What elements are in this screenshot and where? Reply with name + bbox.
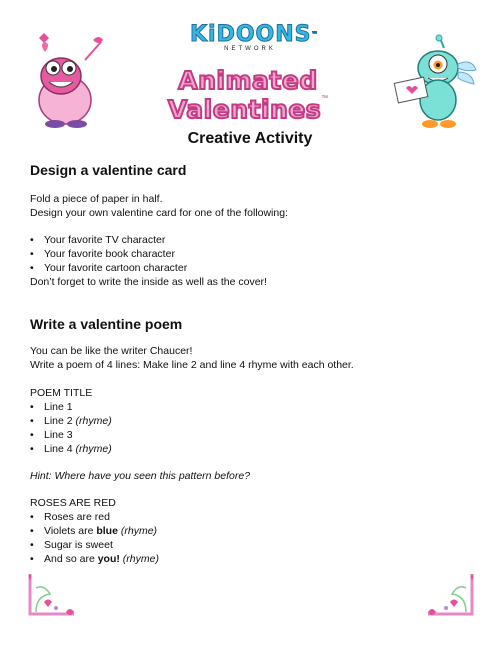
card-closing-note: Don’t forget to write the inside as well as the cover! — [30, 276, 267, 288]
poem-instruction-1: You can be like the writer Chaucer! — [30, 345, 193, 357]
list-item: • Violets are blue (rhyme) — [30, 524, 159, 538]
list-item: • Line 1 — [30, 400, 112, 414]
teal-monster-mascot-icon — [392, 34, 477, 130]
list-item: • Your favorite book character — [30, 247, 267, 261]
poem-example — [30, 496, 159, 566]
kidoons-logo — [190, 22, 319, 52]
list-item: • Your favorite TV character — [30, 233, 267, 247]
card-instruction-2: Design your own valentine card for one of the following: — [30, 207, 288, 219]
page-title: Creative Activity — [187, 130, 313, 147]
pink-monster-mascot-icon — [25, 30, 107, 130]
brand-logo-text: KiDOONS — [190, 22, 312, 47]
banner-tm: ™ — [321, 95, 329, 102]
list-item: • Your favorite cartoon character — [30, 261, 267, 275]
card-section-body — [30, 192, 288, 220]
card-instruction-1: Fold a piece of paper in half. — [30, 193, 163, 205]
brand-tm: ™ — [311, 31, 319, 38]
card-options-list — [30, 233, 267, 289]
poem-section-heading: Write a valentine poem — [30, 316, 183, 332]
list-item: • Sugar is sweet — [30, 538, 159, 552]
banner-title: Animated Valentines — [167, 66, 322, 124]
card-section-heading: Design a valentine card — [30, 162, 187, 178]
poem-template — [30, 386, 112, 456]
poem-hint: Hint: Where have you seen this pattern before? — [30, 470, 251, 482]
brand-network-text: NETWORK — [224, 46, 276, 52]
animated-valentines-banner — [108, 66, 388, 124]
list-item: • Roses are red — [30, 510, 159, 524]
poem-instruction-2: Write a poem of 4 lines: Make line 2 and line 4 rhyme with each other. — [30, 359, 354, 371]
left-heart-corner-icon — [26, 572, 78, 620]
poem-section-body — [30, 344, 354, 372]
list-item: • Line 4 (rhyme) — [30, 442, 112, 456]
right-heart-corner-icon — [424, 572, 476, 620]
poem-example-title: ROSES ARE RED — [30, 497, 116, 509]
poem-template-title: POEM TITLE — [30, 387, 93, 399]
list-item: • Line 2 (rhyme) — [30, 414, 112, 428]
list-item: • And so are you! (rhyme) — [30, 552, 159, 566]
list-item: • Line 3 — [30, 428, 112, 442]
